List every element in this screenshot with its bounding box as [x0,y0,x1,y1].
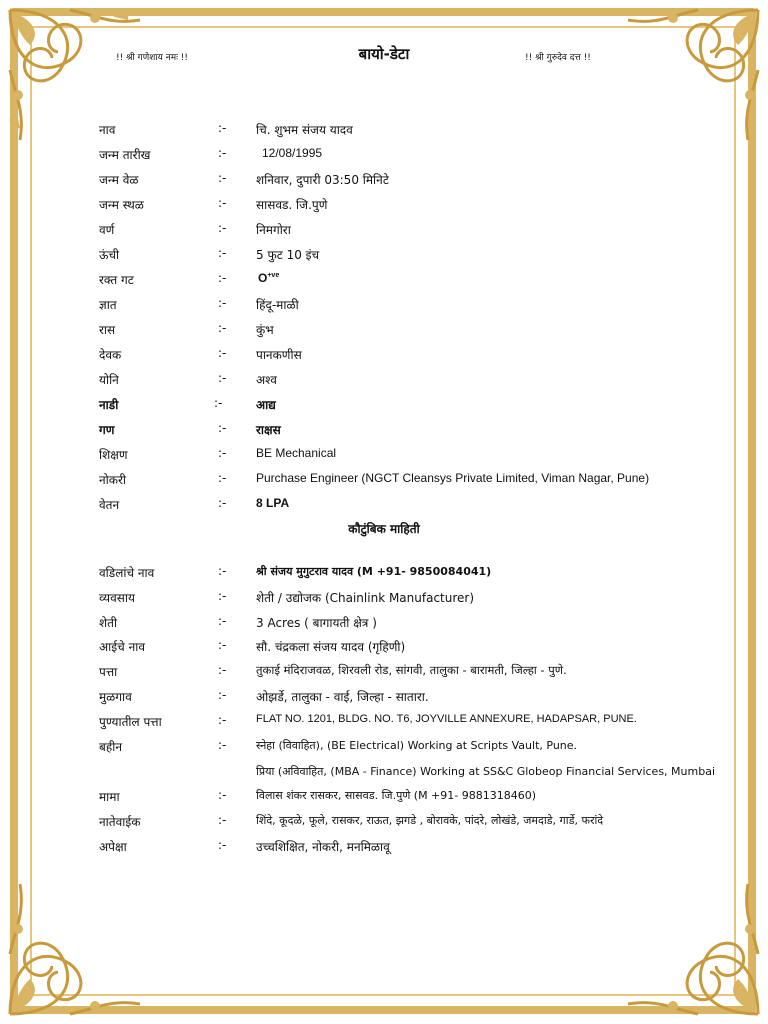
field-label: ऊंची [99,248,120,262]
colon: :- [218,346,227,360]
floral-corner-ornament-top-left [0,0,150,150]
field-label: ज्ञात [99,298,117,312]
field-label: देवक [99,348,122,362]
colon: :- [218,496,227,510]
colon: :- [218,446,227,460]
field-label: योनि [99,373,119,387]
sister-continuation: प्रिया (अविवाहित, (MBA - Finance) Working at SS&C Globeop Financial Services, Mumbai [256,765,715,778]
colon: :- [218,638,227,652]
field-label: नाडी [99,398,119,412]
field-label: मामा [99,790,120,804]
field-value: 3 Acres ( बागायती क्षेत्र ) [256,616,377,630]
invocation-right: !! श्री गुरुदेव दत्त !! [525,53,591,63]
field-value: ओझर्डे, तालुका - वाई, जिल्हा - सातारा. [256,690,429,704]
field-label: जन्म तारीख [99,148,151,162]
field-value [258,271,279,285]
colon: :- [218,813,227,827]
field-label: शेती [99,616,118,630]
field-label: वेतन [99,498,120,512]
field-value: निमगोरा [256,223,291,237]
colon: :- [218,663,227,677]
blood-group-rh: +ve [267,272,280,279]
field-label: नातेवाईक [99,815,141,829]
field-value: कुंभ [256,323,274,337]
field-label: पुण्यातील पत्ता [99,715,162,729]
field-value: 12/08/1995 [262,146,323,160]
field-label: जन्म वेळ [99,173,139,187]
colon: :- [218,221,227,235]
page-title: बायो-डेटा [358,45,410,63]
field-label: रक्त गट [99,273,134,287]
field-label: पत्ता [99,665,118,679]
field-value: श्री संजय मुगुटराव यादव (M +91- 9850084041) [256,565,492,578]
field-value: पानकणीस [256,348,302,362]
colon: :- [218,838,227,852]
field-label: मुळगाव [99,690,132,704]
field-label: व्यवसाय [99,591,135,605]
colon: :- [218,589,227,603]
colon: :- [218,121,227,135]
field-label: वर्ण [99,223,115,237]
field-value: 5 फुट 10 इंच [256,248,320,262]
floral-corner-ornament-bottom-right [618,874,768,1024]
colon: :- [218,614,227,628]
field-label: आईचे नाव [99,640,146,654]
colon: :- [218,713,227,727]
colon: :- [218,738,227,752]
field-value: सासवड. जि.पुणे [256,198,328,212]
colon: :- [218,196,227,210]
field-value: विलास शंकर रासकर, सासवड. जि.पुणे (M +91- 9881318460) [256,789,537,802]
colon: :- [218,421,227,435]
colon: :- [218,564,227,578]
colon: :- [214,396,223,410]
field-value: अश्व [256,373,277,387]
field-value: 8 LPA [256,496,290,510]
field-value: हिंदू-माळी [256,298,299,312]
field-value: चि. शुभम संजय यादव [256,123,353,137]
field-value: आद्य [256,398,276,412]
blood-group-letter: O [258,271,268,285]
field-value: तुकाई मंदिराजवळ, शिरवली रोड, सांगवी, तालुका - बारामती, जिल्हा - पुणे. [256,663,567,677]
floral-corner-ornament-bottom-left [0,874,150,1024]
colon: :- [218,296,227,310]
colon: :- [218,688,227,702]
colon: :- [218,171,227,185]
field-label: नाव [99,123,116,137]
colon: :- [218,371,227,385]
colon: :- [218,471,227,485]
field-label: शिक्षण [99,448,128,462]
field-value: शनिवार, दुपारी 03:50 मिनिटे [256,173,389,187]
colon: :- [218,146,227,160]
field-label: वडिलांचे नाव [99,566,155,580]
field-value: Purchase Engineer (NGCT Cleansys Private Limited, Viman Nagar, Pune) [256,471,650,485]
colon: :- [218,788,227,802]
invocation-left: !! श्री गणेशाय नमः !! [116,53,189,63]
colon: :- [218,246,227,260]
colon: :- [218,321,227,335]
field-label: रास [99,323,116,337]
field-value: शिंदे, कूदळे, फूले, रासकर, राऊत, झगडे , बोरावके, पांदरे, लोखंडे, जमदाडे, गार्डे, फरांदे [256,814,604,827]
field-label: जन्म स्थळ [99,198,144,212]
floral-corner-ornament-top-right [618,0,768,150]
colon: :- [218,271,227,285]
field-label: बहीन [99,740,122,754]
field-label: नोकरी [99,473,127,487]
field-value: FLAT NO. 1201, BLDG. NO. T6, JOYVILLE ANNEXURE, HADAPSAR, PUNE. [256,713,637,725]
field-label: अपेक्षा [99,840,127,854]
family-section-heading: कौटुंबिक माहिती [348,522,420,536]
field-value: उच्चशिक्षित, नोकरी, मनमिळावू [256,840,390,854]
field-value: शेती / उद्योजक (Chainlink Manufacturer) [256,591,475,605]
field-value: BE Mechanical [256,446,337,460]
field-label: गण [99,423,115,437]
field-value: स्नेहा (विवाहित), (BE Electrical) Working at Scripts Vault, Pune. [256,739,578,752]
field-value: राक्षस [256,423,281,437]
field-value: सौ. चंद्रकला संजय यादव (गृहिणी) [256,640,406,654]
